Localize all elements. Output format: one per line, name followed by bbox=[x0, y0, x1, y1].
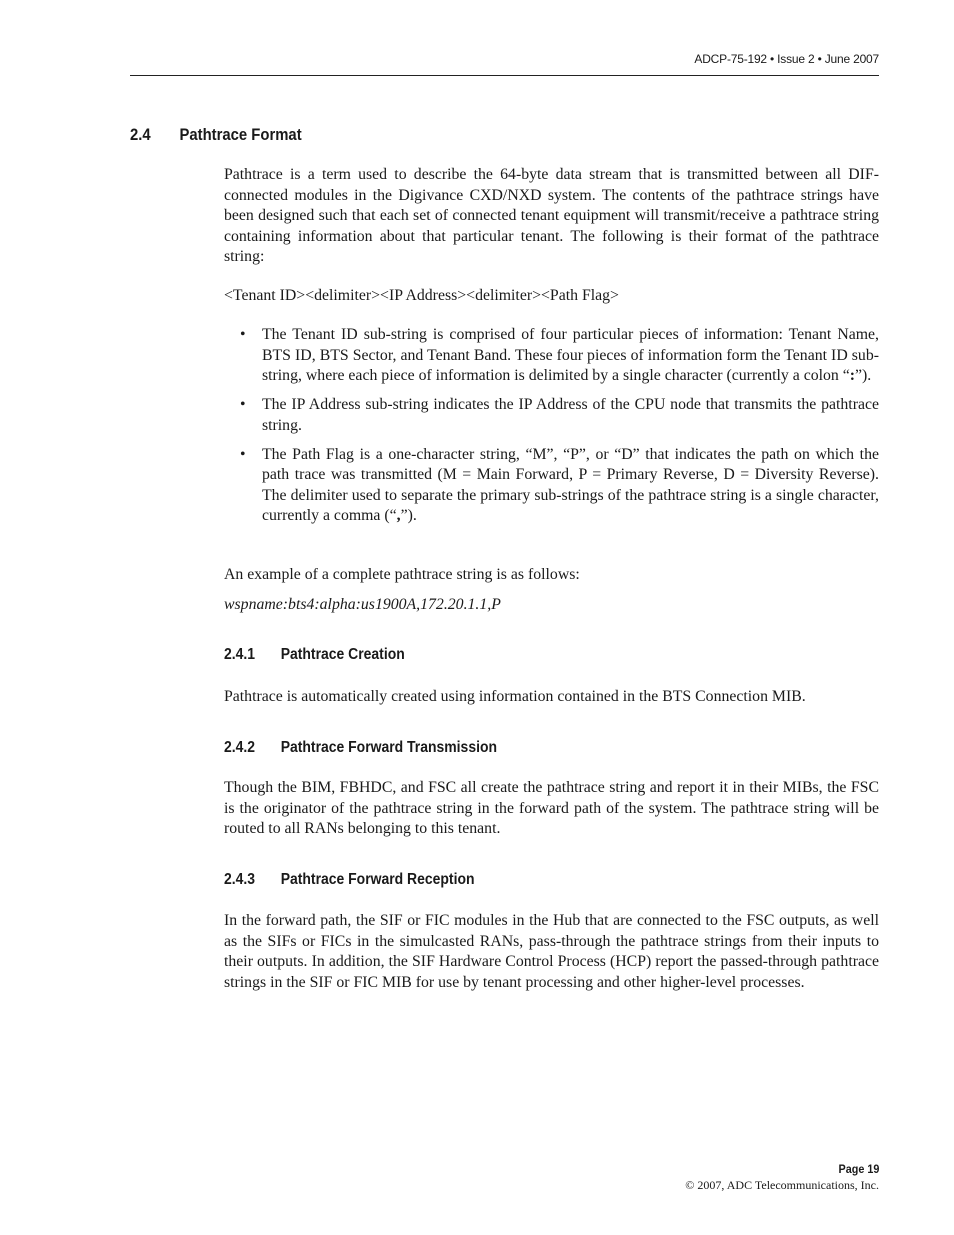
subsection-paragraph: Though the BIM, FBHDC, and FSC all create the pathtrace string and report it in their MIBs, the FSC is the originator of the pathtrace string in the forward path of the system. The pathtrace string will be routed to all RANs belonging to this tenant. bbox=[224, 779, 879, 837]
format-string: <Tenant ID><delimiter><IP Address><delimiter><Path Flag> bbox=[224, 287, 619, 304]
subsection-number: 2.4.2 bbox=[224, 739, 256, 756]
subsection-heading bbox=[224, 739, 497, 757]
header-divider bbox=[130, 75, 879, 76]
running-header: ADCP-75-192 • Issue 2 • June 2007 bbox=[694, 52, 879, 66]
section-title: Pathtrace Format bbox=[179, 126, 302, 144]
subsection-heading bbox=[224, 646, 405, 664]
page-number: Page 19 bbox=[838, 1162, 879, 1176]
subsection-number: 2.4.1 bbox=[224, 646, 256, 663]
section-heading bbox=[130, 126, 302, 145]
example-intro: An example of a complete pathtrace string is as follows: bbox=[224, 566, 580, 583]
intro-paragraph: Pathtrace is a term used to describe the 64-byte data stream that is transmitted between all DIF-connected modules in the Digivance CXD/NXD system. The contents of the pathtrace strings have been designed such that each set of connected tenant equipment will transmit/receive a pathtrace string containing information about that particular tenant. The following is their format of the pathtrace string: bbox=[224, 166, 879, 265]
subsection-title: Pathtrace Forward Transmission bbox=[280, 739, 497, 756]
bullet-icon: • bbox=[240, 445, 246, 463]
subsection-title: Pathtrace Creation bbox=[280, 646, 405, 663]
example-string: wspname:bts4:alpha:us1900A,172.20.1.1,P bbox=[224, 596, 501, 613]
subsection-heading bbox=[224, 871, 474, 889]
subsection-paragraph: Pathtrace is automatically created using information contained in the BTS Connection MIB. bbox=[224, 688, 806, 705]
bullet-icon: • bbox=[240, 396, 246, 413]
copyright: © 2007, ADC Telecommunications, Inc. bbox=[685, 1178, 879, 1192]
list-item: • The IP Address sub-string indicates the IP Address of the CPU node that transmits the pathtrace string. bbox=[240, 396, 879, 434]
subsection-paragraph: In the forward path, the SIF or FIC modules in the Hub that are connected to the FSC outputs, as well as the SIFs or FICs in the simulcasted RANs, pass-through the pathtrace strings from their inputs to their outputs. In addition, the SIF Hardware Control Process (HCP) report the passed-through pathtrace strings in the SIF or FIC MIB for use by tenant processing and other higher-level processes. bbox=[224, 912, 879, 991]
section-number: 2.4 bbox=[130, 126, 151, 144]
bullet-icon: • bbox=[240, 326, 246, 343]
list-item: • The Tenant ID sub-string is comprised of four particular pieces of information: Tenant Name, BTS ID, BTS Sector, and Tenant Band. These four pieces of information form the Tenant ID sub-string, where each piece of information is delimited by a single character (currently a colon “:”). bbox=[240, 326, 879, 384]
subsection-number: 2.4.3 bbox=[224, 871, 256, 888]
list-item: • The Path Flag is a one-character string, “M”, “P”, or “D” that indicates the path on which the path trace was transmitted (M = Main Forward, P = Primary Reverse, D = Diversity Reverse). The delimiter used to separate the primary sub-strings of the pathtrace string is a single character, currently a comma (“,”). bbox=[240, 445, 879, 524]
bullet-list bbox=[224, 325, 879, 535]
subsection-title: Pathtrace Forward Reception bbox=[280, 871, 475, 888]
